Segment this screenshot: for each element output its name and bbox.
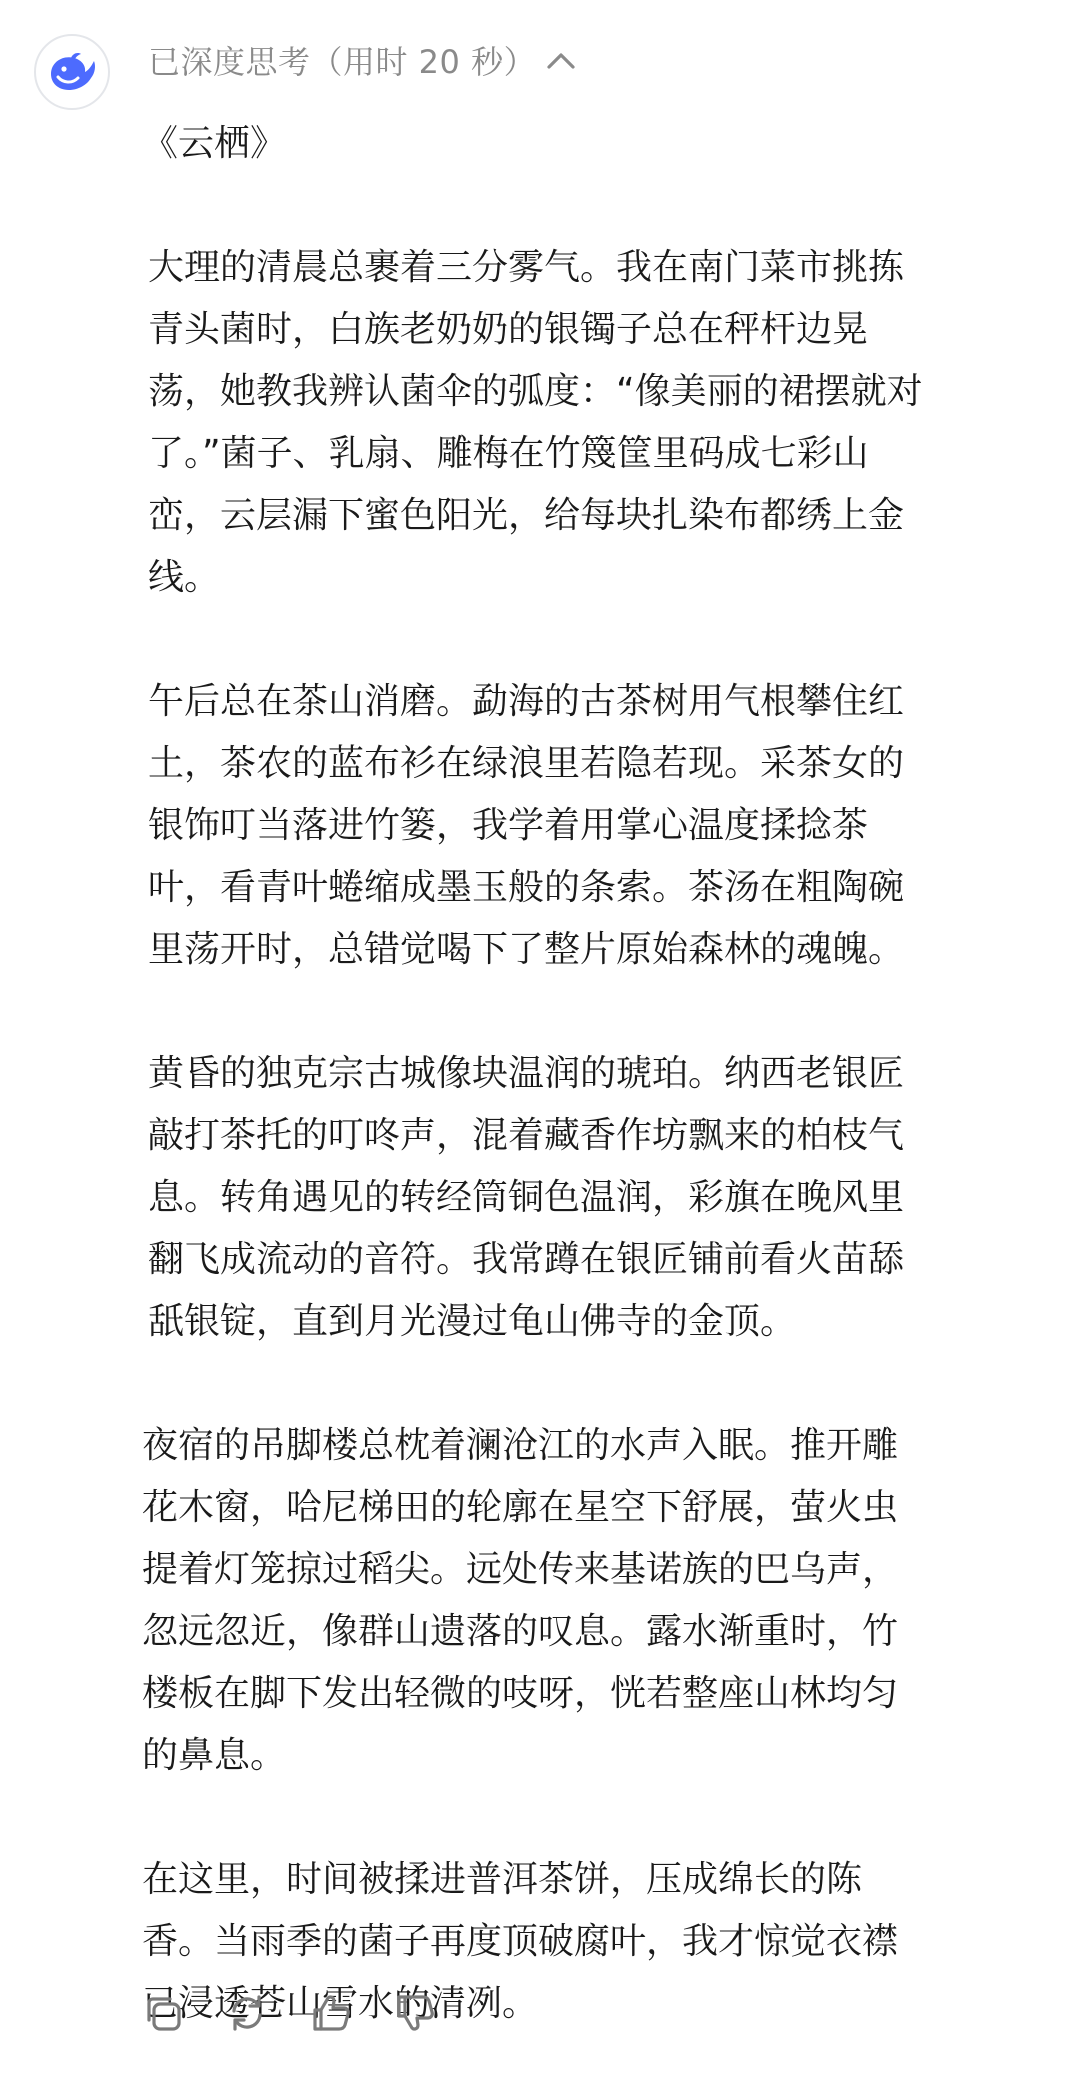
message-paragraph: 大理的清晨总裹着三分雾气。我在南门菜市挑拣 青头菌时，白族老奶奶的银镯子总在秤杆边晃 荡，她教我辨认菌伞的弧度：“像美丽的裙摆就对 了。”菌子、乳扇、雕梅在竹篾筐里码成七彩山 峦，云层漏下蜜色阳光，给每块扎染布都绣上金 线。 bbox=[148, 247, 923, 598]
copy-button[interactable] bbox=[140, 1990, 186, 2036]
like-button[interactable] bbox=[308, 1990, 354, 2036]
chevron-up-icon bbox=[546, 50, 576, 70]
message-title: 《云栖》 bbox=[142, 123, 287, 164]
message-paragraph: 午后总在茶山消磨。勐海的古茶树用气根攀住红 土，茶农的蓝布衫在绿浪里若隐若现。采茶女的 银饰叮当落进竹篓，我学着用掌心温度揉捻茶 叶，看青叶蜷缩成墨玉般的条索。茶汤在粗陶碗 里荡开时，总错觉喝下了整片原始森林的魂魄。 bbox=[148, 681, 905, 970]
copy-icon bbox=[141, 1991, 185, 2035]
message-paragraph: 黄昏的独克宗古城像块温润的琥珀。纳西老银匠 敲打茶托的叮咚声，混着藏香作坊飘来的柏枝气 息。转角遇见的转经筒铜色温润，彩旗在晚风里 翻飞成流动的音符。我常蹲在银匠铺前看火苗舔 舐银锭，直到月光漫过龟山佛寺的金顶。 bbox=[148, 1053, 905, 1342]
assistant-message bbox=[142, 113, 1028, 2035]
thinking-toggle[interactable] bbox=[148, 38, 576, 82]
thumbs-down-icon bbox=[393, 1991, 437, 2035]
message-paragraph: 夜宿的吊脚楼总枕着澜沧江的水声入眠。推开雕 花木窗，哈尼梯田的轮廓在星空下舒展，萤火虫 提着灯笼掠过稻尖。远处传来基诺族的巴乌声， 忽远忽近，像群山遗落的叹息。露水渐重时，竹 楼板在脚下发出轻微的吱呀，恍若整座山林均匀 的鼻息。 bbox=[142, 1425, 899, 1776]
message-actions bbox=[140, 1990, 438, 2036]
assistant-avatar bbox=[34, 34, 110, 110]
regenerate-button[interactable] bbox=[224, 1990, 270, 2036]
dislike-button[interactable] bbox=[392, 1990, 438, 2036]
whale-logo-icon bbox=[45, 50, 99, 94]
thinking-status: 已深度思考（用时 20 秒） bbox=[148, 43, 537, 81]
refresh-icon bbox=[225, 1991, 269, 2035]
thumbs-up-icon bbox=[309, 1991, 353, 2035]
message-paragraph: 在这里，时间被揉进普洱茶饼，压成绵长的陈 香。当雨季的菌子再度顶破腐叶，我才惊觉衣襟 已浸透苍山雪水的清冽。 bbox=[142, 1859, 899, 2024]
